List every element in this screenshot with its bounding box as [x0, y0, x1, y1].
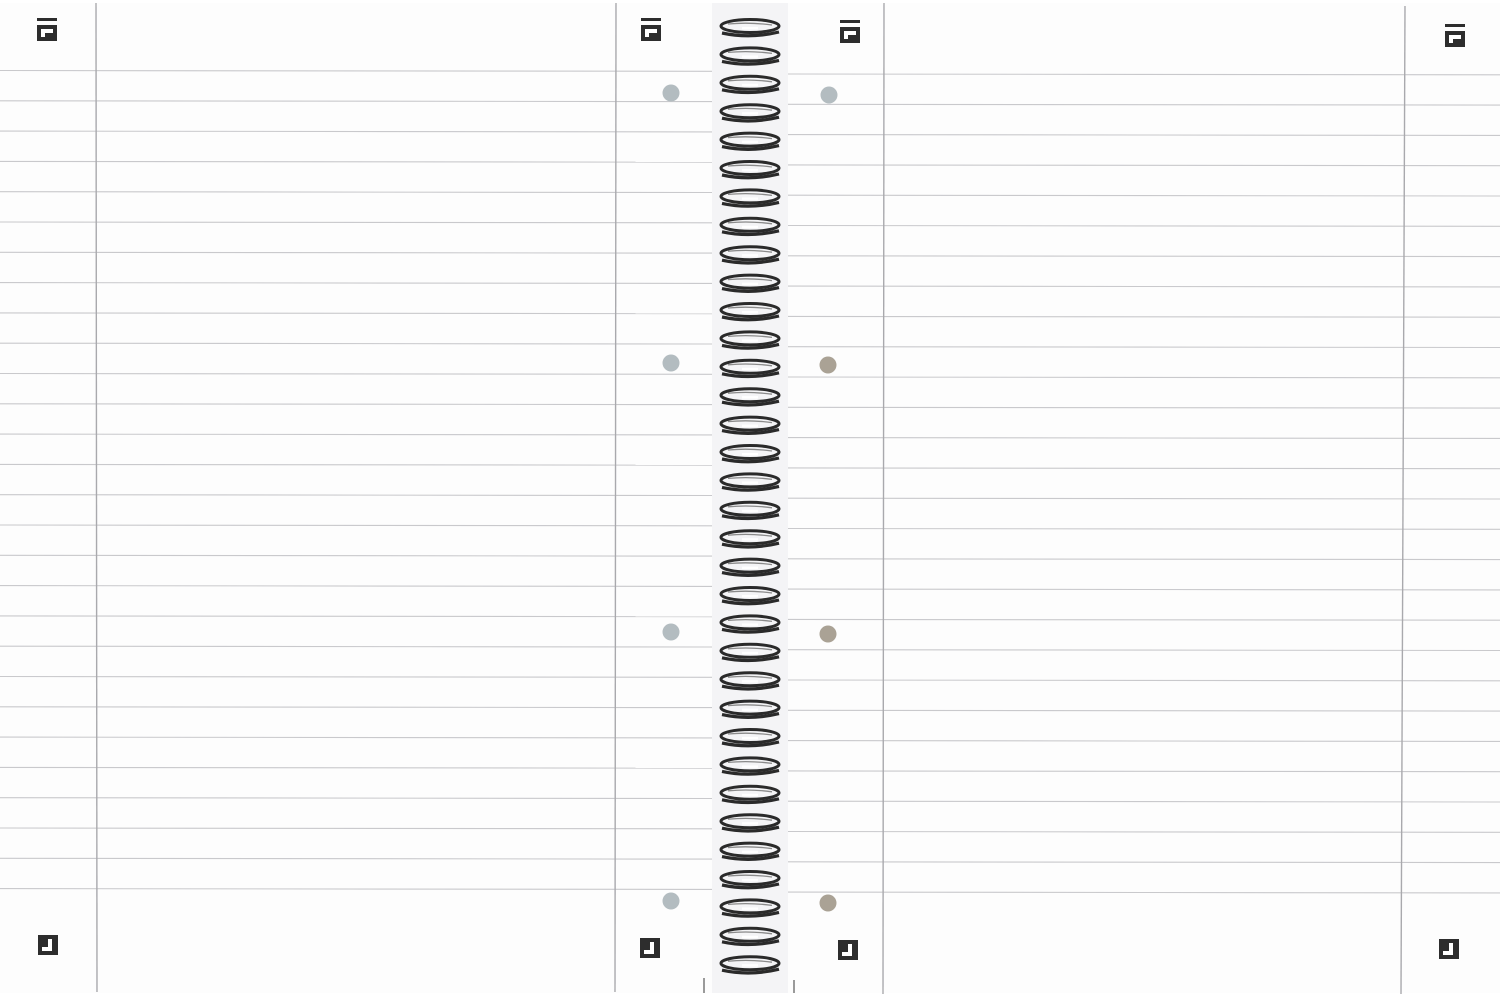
punch-hole	[663, 893, 680, 910]
square-corner-logo-icon	[640, 938, 660, 958]
spiral-gutter	[704, 3, 794, 993]
left-page-inner-margin-rule	[615, 3, 616, 992]
punch-hole	[663, 624, 680, 641]
square-corner-logo-icon	[38, 935, 58, 955]
right-page-inner-margin-rule	[883, 3, 884, 994]
square-corner-logo-icon	[838, 940, 858, 960]
right-page	[788, 3, 1500, 994]
punch-hole	[820, 626, 837, 643]
left-page	[0, 3, 712, 993]
left-page-sheet	[0, 3, 712, 993]
square-corner-logo-icon	[1439, 939, 1459, 959]
punch-hole	[820, 357, 837, 374]
punch-hole	[663, 355, 680, 372]
punch-hole	[663, 85, 680, 102]
punch-hole	[821, 87, 838, 104]
punch-hole	[820, 895, 837, 912]
